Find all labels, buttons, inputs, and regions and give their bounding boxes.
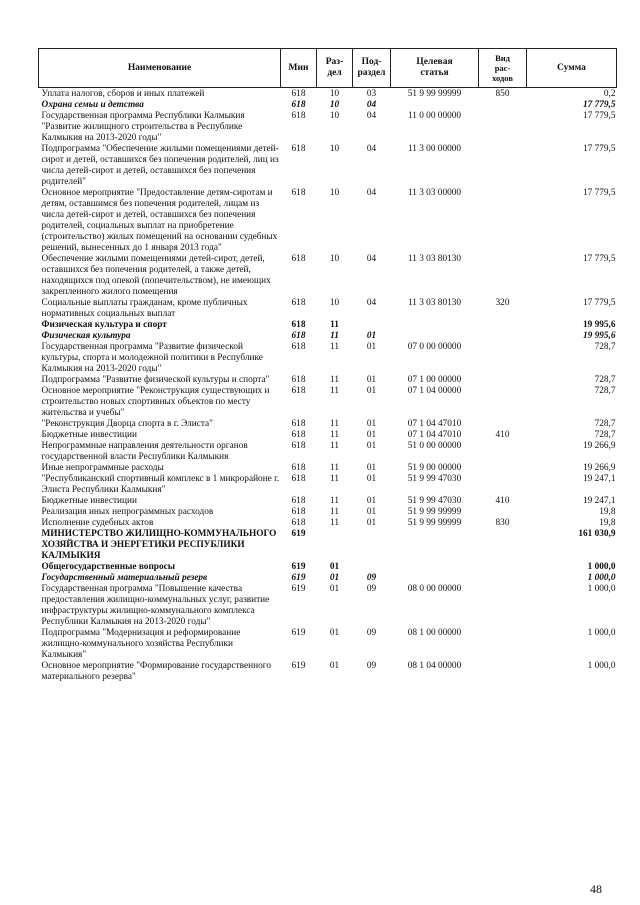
row-podrazdel: 09 — [366, 628, 377, 638]
table-row — [39, 496, 617, 507]
row-summa: 19 247,1 — [582, 496, 616, 506]
table-row — [39, 463, 617, 474]
row-statya — [391, 100, 479, 111]
row-razdel: 11 — [330, 331, 339, 341]
row-statya: 51 9 99 99999 — [407, 507, 462, 517]
row-razdel: 01 — [329, 661, 340, 671]
row-name: Социальные выплаты гражданам, кроме публичных нормативных социальных выплат — [41, 298, 248, 319]
row-statya: 51 0 00 00000 — [407, 441, 462, 451]
row-vid — [479, 188, 527, 254]
row-statya: 08 1 00 00000 — [407, 628, 462, 638]
row-vid — [479, 628, 527, 661]
row-razdel: 11 — [330, 474, 339, 484]
table-row — [39, 573, 617, 584]
row-podrazdel: 09 — [366, 661, 377, 671]
row-statya: 51 9 99 99999 — [407, 89, 462, 99]
row-vid — [479, 661, 527, 683]
row-razdel: 11 — [330, 342, 339, 352]
row-name: Государственная программа Республики Калмыкия "Развитие жилищного строительства в Республике Калмыкия на 2013-2020 годы" — [41, 111, 245, 143]
row-name: Бюджетные инвестиции — [41, 430, 137, 440]
row-vid — [479, 474, 527, 496]
table-row — [39, 88, 617, 101]
row-statya — [391, 331, 479, 342]
row-min: 618 — [291, 430, 306, 440]
row-statya: 51 9 99 99999 — [407, 518, 462, 528]
row-razdel: 10 — [329, 144, 340, 154]
row-statya: 51 9 99 47030 — [407, 496, 462, 506]
row-min: 618 — [291, 254, 306, 264]
row-name: Государственная программа "Повышение качества предоставления жилищно-коммунальных услуг, развитие инфраструктуры жилищно-коммунального комплекса Республики Калмыкия на 2013-2020 годы" — [41, 584, 270, 627]
row-razdel: 01 — [329, 562, 340, 572]
row-vid: 850 — [495, 89, 510, 99]
row-vid — [479, 463, 527, 474]
row-name: Государственная программа "Развитие физической культуры, спорта и молодежной политики в Республике Калмыкия на 2013-2020 годы" — [41, 342, 263, 374]
row-name: Непрограммные направления деятельности органов государственной власти Республики Калмыкия — [41, 441, 248, 462]
row-podrazdel: 01 — [366, 342, 377, 352]
row-statya: 08 1 04 00000 — [407, 661, 462, 671]
row-vid — [479, 584, 527, 628]
row-name: Иные непрограммные расходы — [41, 463, 164, 473]
row-min: 618 — [291, 507, 306, 517]
row-name: МИНИСТЕРСТВО ЖИЛИЩНО-КОММУНАЛЬНОГО ХОЗЯЙСТВА И ЭНЕРГЕТИКИ РЕСПУБЛИКИ КАЛМЫКИЯ — [41, 529, 277, 561]
row-summa: 1 000,0 — [587, 573, 616, 583]
row-vid — [479, 111, 527, 144]
row-summa: 17 779,5 — [582, 111, 616, 121]
row-summa: 19 266,9 — [582, 463, 616, 473]
table-row — [39, 441, 617, 463]
row-vid: 320 — [495, 298, 510, 308]
row-razdel: 01 — [329, 584, 340, 594]
row-statya: 11 3 03 80130 — [407, 254, 462, 264]
row-statya: 07 1 04 47010 — [407, 419, 462, 429]
row-summa: 0,2 — [603, 89, 616, 99]
table-row — [39, 298, 617, 320]
row-vid — [479, 419, 527, 430]
row-statya: 11 3 00 00000 — [407, 144, 462, 154]
row-name: Уплата налогов, сборов и иных платежей — [41, 89, 205, 99]
row-vid: 410 — [495, 430, 510, 440]
header-podrazdel: Под- раздел — [353, 49, 391, 88]
row-vid — [479, 507, 527, 518]
row-vid — [479, 375, 527, 386]
row-statya: 07 1 04 47010 — [407, 430, 462, 440]
row-summa: 161 030,9 — [578, 529, 616, 539]
row-summa: 728,7 — [594, 375, 616, 385]
table-row — [39, 518, 617, 529]
row-summa: 19 995,6 — [582, 320, 616, 330]
row-razdel: 11 — [330, 430, 339, 440]
row-name: "Реконструкция Дворца спорта в г. Элиста" — [41, 419, 213, 429]
table-row — [39, 661, 617, 683]
row-podrazdel — [353, 320, 391, 331]
row-statya: 07 1 00 00000 — [407, 375, 462, 385]
row-vid: 830 — [495, 518, 510, 528]
table-header-row — [39, 49, 617, 88]
table-row — [39, 254, 617, 298]
row-vid — [479, 331, 527, 342]
row-summa: 728,7 — [594, 419, 616, 429]
row-podrazdel: 01 — [366, 386, 377, 396]
table-row — [39, 474, 617, 496]
row-min: 618 — [291, 463, 306, 473]
row-statya: 08 0 00 00000 — [407, 584, 462, 594]
row-min: 618 — [291, 144, 306, 154]
row-summa: 19,8 — [599, 507, 616, 517]
row-summa: 19 247,1 — [582, 474, 616, 484]
row-min: 618 — [291, 375, 306, 385]
table-row — [39, 562, 617, 573]
table-row — [39, 529, 617, 562]
row-vid — [479, 562, 527, 573]
row-statya — [391, 562, 479, 573]
table-row — [39, 430, 617, 441]
row-name: Обеспечение жилыми помещениями детей-сирот, детей, оставшихся без попечения родителей, а также детей, находящихся под опекой (попечительством), не имеющих закрепленного жилого помещения — [41, 254, 271, 297]
row-razdel: 01 — [329, 628, 340, 638]
row-min: 618 — [291, 518, 306, 528]
row-name: Общегосударственные вопросы — [41, 562, 176, 572]
row-min: 619 — [291, 584, 306, 594]
row-podrazdel: 01 — [366, 496, 377, 506]
row-summa: 19 995,6 — [582, 331, 616, 341]
table-row — [39, 320, 617, 331]
row-vid — [479, 386, 527, 419]
row-podrazdel: 04 — [366, 111, 377, 121]
row-statya — [391, 573, 479, 584]
row-razdel: 10 — [329, 100, 340, 110]
row-podrazdel — [353, 562, 391, 573]
row-summa: 1 000,0 — [587, 584, 616, 594]
table-row — [39, 331, 617, 342]
row-min: 619 — [291, 562, 306, 572]
row-podrazdel: 01 — [366, 419, 377, 429]
row-name: "Республиканский спортивный комплекс в 1 микрорайоне г. Элиста Республики Калмыкия" — [41, 474, 280, 495]
row-podrazdel: 03 — [366, 89, 377, 99]
row-min: 618 — [291, 298, 306, 308]
row-min: 619 — [291, 628, 306, 638]
row-vid — [479, 320, 527, 331]
row-razdel: 10 — [329, 298, 340, 308]
row-podrazdel: 09 — [366, 584, 377, 594]
row-vid — [479, 441, 527, 463]
row-razdel: 10 — [329, 254, 340, 264]
table-row — [39, 419, 617, 430]
row-podrazdel: 04 — [366, 100, 377, 110]
row-name: Основное мероприятие "Формирование государственного материального резерва" — [41, 661, 271, 682]
row-summa: 1 000,0 — [587, 628, 616, 638]
row-razdel: 11 — [330, 441, 339, 451]
row-min: 618 — [291, 474, 306, 484]
header-summa: Сумма — [527, 49, 617, 88]
row-name: Охрана семьи и детства — [41, 100, 144, 110]
row-podrazdel: 01 — [366, 507, 377, 517]
row-summa: 17 779,5 — [582, 144, 616, 154]
row-summa: 17 779,5 — [582, 100, 616, 110]
row-podrazdel: 04 — [366, 254, 377, 264]
row-razdel: 11 — [330, 463, 339, 473]
row-statya: 07 1 04 00000 — [407, 386, 462, 396]
row-razdel: 11 — [330, 507, 339, 517]
row-name: Государственный материальный резерв — [41, 573, 208, 583]
row-name: Физическая культура — [41, 331, 131, 341]
row-podrazdel: 01 — [366, 518, 377, 528]
row-summa: 17 779,5 — [582, 188, 616, 198]
table-row — [39, 375, 617, 386]
row-vid — [479, 100, 527, 111]
table-row — [39, 111, 617, 144]
table-row — [39, 144, 617, 188]
row-razdel: 11 — [330, 419, 339, 429]
row-statya: 51 9 99 47030 — [407, 474, 462, 484]
row-podrazdel: 01 — [366, 463, 377, 473]
row-podrazdel: 04 — [366, 298, 377, 308]
row-min: 619 — [291, 661, 306, 671]
row-vid — [479, 529, 527, 562]
header-vid: Вид рас- ходов — [479, 49, 527, 88]
row-min: 618 — [291, 111, 306, 121]
row-statya — [391, 320, 479, 331]
table-row — [39, 386, 617, 419]
row-min: 618 — [291, 441, 306, 451]
row-min: 618 — [291, 419, 306, 429]
table-row — [39, 188, 617, 254]
row-summa: 17 779,5 — [582, 254, 616, 264]
row-name: Бюджетные инвестиции — [41, 496, 137, 506]
row-summa: 19 266,9 — [582, 441, 616, 451]
row-podrazdel: 04 — [366, 144, 377, 154]
row-min: 619 — [291, 573, 306, 583]
table-row — [39, 100, 617, 111]
row-razdel: 10 — [329, 89, 340, 99]
row-min: 619 — [291, 529, 306, 539]
row-summa: 19,8 — [599, 518, 616, 528]
page-number: 48 — [590, 882, 602, 896]
row-podrazdel: 09 — [366, 573, 377, 583]
row-min: 618 — [291, 331, 306, 341]
table-body — [39, 88, 617, 684]
row-name: Исполнение судебных актов — [41, 518, 154, 528]
row-podrazdel: 04 — [366, 188, 377, 198]
row-min: 618 — [291, 320, 306, 330]
row-summa: 728,7 — [594, 342, 616, 352]
row-statya — [391, 529, 479, 562]
header-statya: Целевая статья — [391, 49, 479, 88]
header-name: Наименование — [39, 49, 281, 88]
row-podrazdel: 01 — [366, 331, 377, 341]
row-name: Подпрограмма "Развитие физической культуры и спорта" — [41, 375, 270, 385]
row-vid — [479, 254, 527, 298]
row-razdel: 11 — [330, 375, 339, 385]
budget-page — [38, 48, 616, 683]
row-min: 618 — [291, 188, 306, 198]
row-razdel — [317, 529, 353, 562]
row-statya: 11 0 00 00000 — [407, 111, 462, 121]
table-row — [39, 628, 617, 661]
row-name: Основное мероприятие "Реконструкция существующих и строительство новых спортивных объектов по месту жительства и учебы" — [41, 386, 270, 418]
row-statya: 11 3 03 00000 — [407, 188, 462, 198]
table-row — [39, 342, 617, 375]
row-summa: 728,7 — [594, 430, 616, 440]
row-summa: 1 000,0 — [587, 562, 616, 572]
row-razdel: 11 — [330, 518, 339, 528]
budget-table — [38, 48, 617, 683]
row-razdel: 11 — [330, 320, 339, 330]
row-name: Основное мероприятие "Предоставление детям-сиротам и детям, оставшимся без попечения родителей, лицам из числа детей-сирот и детей, оставшихся без попечения родителей, социальных выплат на приобретение (строительство) жилых помещений на основании судебных решений, вынесенных до 1 января 2013 года" — [41, 188, 278, 253]
row-razdel: 10 — [329, 188, 340, 198]
row-podrazdel: 01 — [366, 375, 377, 385]
header-min: Мин — [281, 49, 317, 88]
row-summa: 1 000,0 — [587, 661, 616, 671]
row-razdel: 10 — [329, 111, 340, 121]
header-razdel: Раз- дел — [317, 49, 353, 88]
row-vid — [479, 573, 527, 584]
row-min: 618 — [291, 386, 306, 396]
row-podrazdel: 01 — [366, 430, 377, 440]
row-podrazdel — [353, 529, 391, 562]
row-podrazdel: 01 — [366, 441, 377, 451]
row-min: 618 — [291, 496, 306, 506]
row-summa: 728,7 — [594, 386, 616, 396]
row-min: 618 — [291, 100, 306, 110]
row-statya: 11 3 03 80130 — [407, 298, 462, 308]
row-name: Подпрограмма "Обеспечение жилыми помещениями детей-сирот и детей, оставшихся без попечения родителей, лиц из числа детей-сирот и детей, оставшихся без попечения родителей" — [41, 144, 279, 187]
table-row — [39, 584, 617, 628]
row-vid — [479, 342, 527, 375]
row-name: Реализация иных непрограммных расходов — [41, 507, 214, 517]
row-podrazdel: 01 — [366, 474, 377, 484]
row-name: Подпрограмма "Модернизация и реформирование жилищно-коммунального хозяйства Республики Калмыкия" — [41, 628, 241, 660]
row-vid — [479, 144, 527, 188]
row-razdel: 11 — [330, 386, 339, 396]
row-razdel: 11 — [330, 496, 339, 506]
row-vid: 410 — [495, 496, 510, 506]
table-row — [39, 507, 617, 518]
row-min: 618 — [291, 89, 306, 99]
row-razdel: 01 — [329, 573, 340, 583]
row-statya: 51 9 00 00000 — [407, 463, 462, 473]
row-min: 618 — [291, 342, 306, 352]
row-statya: 07 0 00 00000 — [407, 342, 462, 352]
row-name: Физическая культура и спорт — [41, 320, 167, 330]
row-summa: 17 779,5 — [582, 298, 616, 308]
